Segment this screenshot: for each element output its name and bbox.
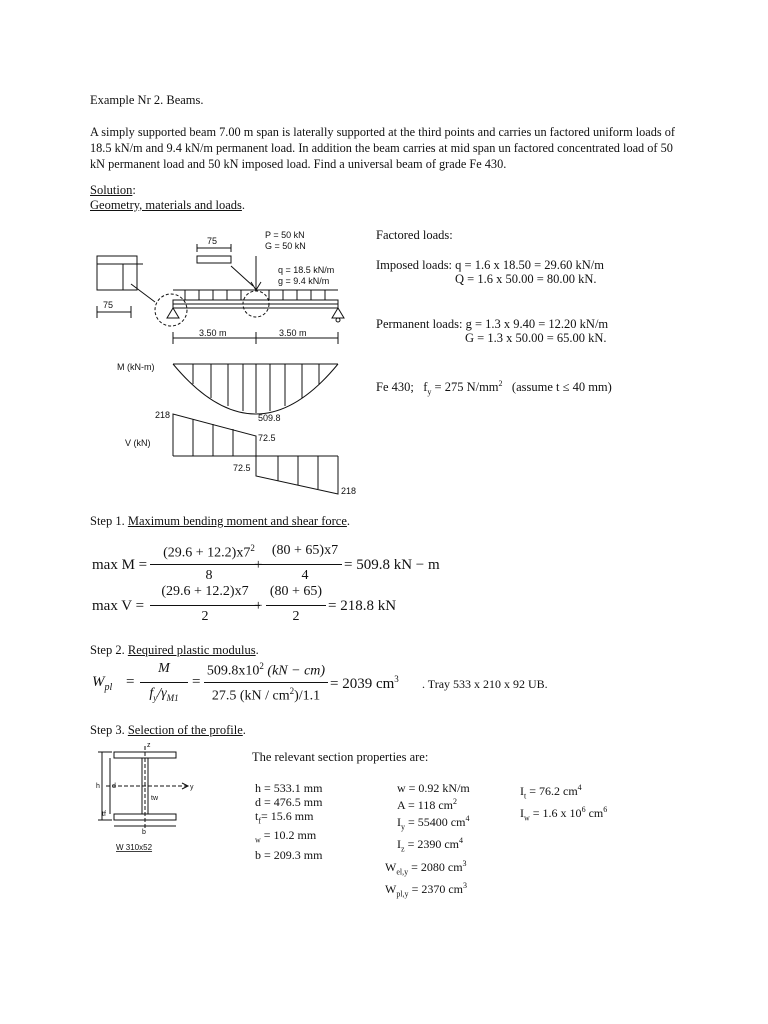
max-m-bar1: [150, 564, 268, 565]
wpl-lhs: [92, 674, 112, 693]
fy-symbol: f: [423, 380, 428, 395]
dim-top-text: 75: [207, 236, 218, 246]
fig-caption: W 310x52: [116, 843, 153, 852]
right-support: [332, 308, 344, 318]
max-m-den2: 4: [301, 568, 309, 583]
prop-Iw-unit-sup: 6: [603, 805, 608, 815]
shear-right-value: 218: [341, 486, 357, 496]
fy-sup: 2: [498, 379, 503, 388]
wpl-sub: pl: [104, 682, 113, 693]
span-left-text: 3.50 m: [199, 328, 227, 338]
moment-label: M (kN-m): [117, 362, 155, 372]
step3-heading: [90, 723, 246, 738]
fig-d-label: d: [112, 783, 116, 790]
prop-Wely-value: = 2080 cm: [408, 859, 463, 874]
section-props-intro: The relevant section properties are:: [252, 750, 429, 764]
permanent-g: Permanent loads: g = 1.3 x 9.40 = 12.20 kN/m: [376, 317, 609, 331]
max-m-lhs: max M =: [92, 557, 148, 573]
moment-max-value: 509.8: [258, 413, 281, 423]
material-grade: Fe 430;: [376, 380, 414, 395]
prop-Iw-unit: cm: [585, 806, 604, 821]
fig-tf-label: tf: [102, 811, 106, 818]
thickness-note: (assume t ≤ 40 mm): [511, 380, 612, 395]
prop-Iw-exp: 6: [581, 805, 586, 815]
fig-tw-label: tw: [151, 795, 158, 802]
prop-Iw-sub: w: [524, 813, 530, 823]
wpl-num2-text: 509.8x10: [206, 663, 260, 679]
wpl-den1-y: y: [153, 692, 158, 703]
wpl-result: [330, 674, 399, 693]
shear-label: V (kN): [125, 438, 151, 448]
prop-tf-sub: f: [258, 816, 262, 826]
step2-dot: .: [255, 643, 259, 657]
max-v-num1: (29.6 + 12.2)x7: [161, 584, 249, 599]
imposed-q: Imposed loads: q = 1.6 x 18.50 = 29.60 kN/m: [376, 258, 604, 272]
fig-b-label: b: [142, 829, 146, 836]
prop-Iw: [520, 803, 607, 825]
prop-Iy-value: = 55400 cm: [405, 815, 466, 829]
step2-title: Required plastic modulus: [127, 643, 256, 657]
span-right-text: 3.50 m: [279, 328, 307, 338]
prop-w: w = 0.92 kN/m: [397, 781, 470, 795]
wpl-result-sup: 3: [394, 674, 399, 684]
prop-It: [520, 781, 607, 803]
prop-col2: [385, 781, 470, 902]
prop-Iz: [385, 834, 470, 856]
prop-Iw-value: = 1.6 x 10: [529, 806, 582, 821]
wpl-num2: [204, 661, 328, 680]
step2-label: Step 2.: [90, 643, 128, 657]
wpl-eq2: =: [192, 674, 201, 690]
max-v-bar2: [266, 605, 326, 606]
prop-Iz-sup: 4: [459, 836, 463, 846]
prop-Wply: [385, 879, 470, 901]
max-v-den2: 2: [292, 609, 300, 624]
i-section-figure: [96, 740, 206, 856]
permanent-G: G = 1.3 x 50.00 = 65.00 kN.: [465, 331, 607, 345]
wpl-bar2: [204, 682, 328, 683]
max-m-num1: [150, 543, 268, 562]
prop-Iy-sub: y: [401, 822, 405, 832]
shear-mid-bottom-value: 72.5: [233, 463, 251, 473]
bearing-plate: [197, 256, 231, 263]
prop-A-value: A = 118 cm: [397, 798, 453, 812]
wpl-den1-gamma: /γ: [157, 686, 167, 701]
prop-tf-symbol: t: [255, 809, 259, 823]
prop-A-sup: 2: [453, 797, 457, 806]
wpl-symbol: W: [92, 674, 105, 690]
max-v-num2: (80 + 65): [269, 584, 323, 599]
step3-dot: .: [242, 723, 246, 737]
geometry-heading-text: Geometry, materials and loads: [90, 198, 242, 212]
prop-tf-value: = 15.6 mm: [261, 809, 314, 823]
fy-value: = 275 N/mm: [431, 380, 499, 395]
prop-Wely-symbol: W: [385, 859, 397, 874]
wpl-den1: [140, 686, 188, 703]
prop-Iy: [385, 812, 470, 834]
problem-statement: A simply supported beam 7.00 m span is laterally supported at the third points and carries un factored uniform loads of 18.5 kN/m and 9.4 kN/m permanent load. In addition the beam carries at mid span un factored concentrated load of 50 kN permanent load and 50 kN imposed load. Find a universal beam of grade Fe 430.: [90, 125, 675, 171]
max-v-result: = 218.8 kN: [328, 598, 397, 614]
max-v-plus: +: [254, 598, 263, 614]
step1-title: Maximum bending moment and shear force: [127, 514, 347, 528]
max-m-result: = 509.8 kN − m: [344, 557, 440, 573]
wpl-eq1: =: [126, 674, 135, 690]
max-m-num2: (80 + 65)x7: [271, 543, 339, 558]
fy-sub: y: [427, 387, 432, 397]
prop-d: d = 476.5 mm: [255, 795, 323, 809]
max-m-plus: +: [254, 557, 263, 573]
fig-h-label: h: [96, 783, 100, 790]
prop-Wply-sub: pl,y: [396, 889, 409, 899]
udl-arrows: [185, 290, 325, 300]
prop-Wply-value: = 2370 cm: [408, 882, 463, 897]
moment-hatching: [193, 364, 319, 413]
prop-Wply-sup: 3: [463, 881, 467, 891]
max-m-bar2: [268, 564, 342, 565]
imposed-Q: Q = 1.6 x 50.00 = 80.00 kN.: [455, 272, 597, 286]
point-load-p: P = 50 kN: [265, 230, 305, 240]
factored-heading: Factored loads:: [376, 228, 453, 242]
wpl-den2-sup: 2: [289, 686, 295, 696]
prop-It-sub: t: [524, 791, 527, 801]
shear-left-value: 218: [155, 410, 171, 420]
prop-Wply-symbol: W: [385, 882, 397, 897]
max-m-den1: 8: [205, 568, 213, 583]
wpl-num2-units: (kN − cm): [263, 663, 326, 679]
wpl-num1: M: [158, 661, 170, 676]
wpl-den1-m1: M1: [166, 692, 179, 703]
prop-col3: [520, 781, 607, 826]
step3-title: Selection of the profile: [127, 723, 243, 737]
page-title: Example Nr 2. Beams.: [90, 93, 204, 107]
wpl-den2-tail: )/1.1: [294, 688, 321, 704]
prop-It-value: = 76.2 cm: [526, 784, 578, 798]
step1-heading: [90, 514, 350, 529]
prop-tw-value: = 10.2 mm: [263, 828, 317, 843]
prop-Iw-symbol: I: [520, 806, 524, 821]
flange-detail: [97, 256, 137, 290]
beam-diagram: [93, 226, 363, 500]
prop-tf: [255, 809, 322, 828]
prop-tw: [255, 828, 322, 847]
shear-mid-top-value: 72.5: [258, 433, 276, 443]
geometry-heading: [90, 198, 245, 213]
point-load-g: G = 50 kN: [265, 241, 306, 251]
wpl-den2-text: 27.5 (kN / cm: [211, 688, 290, 704]
max-m-num1-sup: 2: [250, 543, 255, 553]
fig-z-label: z: [147, 742, 151, 749]
support-detail-circle: [155, 294, 187, 326]
prop-Wely: [385, 857, 470, 879]
wpl-bar1: [140, 682, 188, 683]
prop-Iz-symbol: I: [397, 837, 401, 852]
prop-A: [385, 795, 470, 812]
prop-It-sup: 4: [577, 783, 582, 792]
max-v-den1: 2: [201, 609, 209, 624]
prop-Wely-sup: 3: [462, 858, 467, 868]
prop-h: h = 533.1 mm: [255, 781, 323, 795]
max-m-num1-text: (29.6 + 12.2)x7: [163, 545, 251, 561]
solution-colon: :: [132, 183, 136, 197]
prop-b: b = 209.3 mm: [255, 847, 323, 862]
prop-Iy-sup: 4: [465, 814, 470, 823]
prop-tw-sub: w: [255, 835, 261, 845]
wpl-result-text: = 2039 cm: [330, 676, 395, 692]
step3-label: Step 3.: [90, 723, 128, 737]
prop-Iz-sub: z: [401, 844, 405, 854]
prop-col1: [255, 781, 322, 862]
prop-Iz-value: = 2390 cm: [404, 837, 459, 852]
step2-heading: [90, 643, 259, 658]
udl-g: g = 9.4 kN/m: [278, 276, 330, 286]
step1-dot: .: [346, 514, 351, 528]
prop-Iy-symbol: I: [397, 815, 401, 829]
left-support: [167, 308, 179, 318]
shear-outline: [173, 414, 338, 494]
udl-q: q = 18.5 kN/m: [278, 265, 335, 275]
material-line: [376, 376, 612, 400]
geometry-heading-dot: .: [241, 198, 246, 212]
wpl-den2: [204, 686, 328, 705]
prop-Wely-sub: el,y: [396, 867, 409, 877]
fig-y-label: y: [190, 784, 194, 791]
tray-section: . Tray 533 x 210 x 92 UB.: [422, 677, 548, 691]
wpl-den1-f: f: [149, 686, 154, 701]
max-v-bar1: [150, 605, 260, 606]
wpl-num2-sup: 2: [259, 661, 264, 671]
solution-text: Solution: [90, 183, 133, 197]
max-v-lhs: max V =: [92, 598, 145, 614]
prop-It-symbol: I: [520, 784, 524, 798]
dim-left-text: 75: [103, 300, 114, 310]
solution-label: [90, 183, 136, 198]
step1-label: Step 1.: [90, 514, 128, 528]
